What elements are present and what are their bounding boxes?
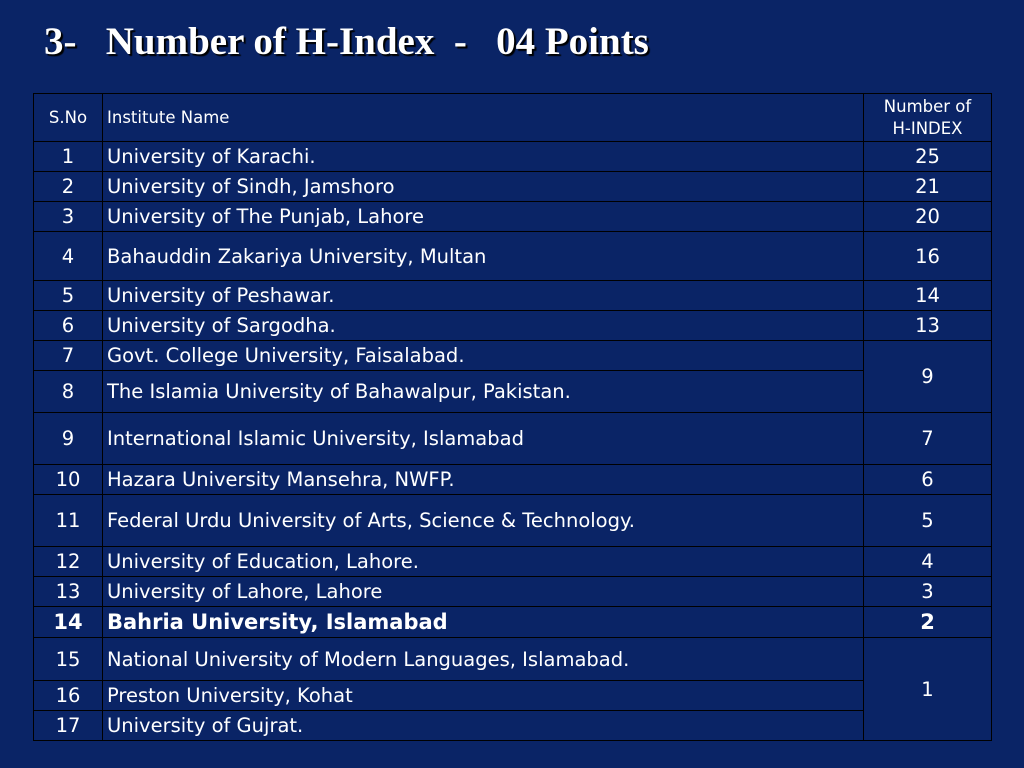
table-row: [34, 711, 992, 741]
cell-institute-name: Federal Urdu University of Arts, Science & Technology.: [103, 495, 864, 547]
cell-institute-name: University of Peshawar.: [103, 281, 864, 311]
table-row: [34, 172, 992, 202]
table-row: [34, 142, 992, 172]
cell-sno: 5: [34, 281, 103, 311]
cell-sno: 13: [34, 577, 103, 607]
cell-hindex-merged: 1: [864, 638, 992, 741]
header-hindex: [864, 94, 992, 142]
table-row-highlighted: [34, 607, 992, 638]
table-row: [34, 371, 992, 413]
cell-sno: 2: [34, 172, 103, 202]
cell-institute-name: Bahauddin Zakariya University, Multan: [103, 232, 864, 281]
cell-hindex: 4: [864, 547, 992, 577]
table-row: [34, 311, 992, 341]
cell-sno: 11: [34, 495, 103, 547]
cell-institute-name: University of Gujrat.: [103, 711, 864, 741]
cell-hindex: 6: [864, 465, 992, 495]
header-hindex-line1: Number of: [883, 96, 972, 116]
table-row: [34, 495, 992, 547]
slide-title: 3- Number of H-Index - 04 Points: [44, 20, 649, 63]
cell-institute-name: Bahria University, Islamabad: [103, 607, 864, 638]
table-row: [34, 341, 992, 371]
cell-institute-name: University of Sindh, Jamshoro: [103, 172, 864, 202]
table-row: [34, 547, 992, 577]
cell-hindex: 14: [864, 281, 992, 311]
cell-institute-name: Hazara University Mansehra, NWFP.: [103, 465, 864, 495]
table-row: [34, 681, 992, 711]
cell-sno: 12: [34, 547, 103, 577]
cell-sno: 4: [34, 232, 103, 281]
cell-institute-name: Preston University, Kohat: [103, 681, 864, 711]
cell-sno: 8: [34, 371, 103, 413]
cell-hindex: 5: [864, 495, 992, 547]
cell-institute-name: University of Karachi.: [103, 142, 864, 172]
cell-sno: 14: [34, 607, 103, 638]
cell-sno: 1: [34, 142, 103, 172]
cell-sno: 16: [34, 681, 103, 711]
cell-institute-name: University of Sargodha.: [103, 311, 864, 341]
cell-sno: 17: [34, 711, 103, 741]
cell-sno: 15: [34, 638, 103, 681]
table-row: [34, 577, 992, 607]
cell-institute-name: University of The Punjab, Lahore: [103, 202, 864, 232]
cell-sno: 3: [34, 202, 103, 232]
cell-sno: 9: [34, 413, 103, 465]
cell-hindex-merged: 9: [864, 341, 992, 413]
cell-sno: 6: [34, 311, 103, 341]
table-row: [34, 638, 992, 681]
table-header-row: [34, 94, 992, 142]
cell-institute-name: The Islamia University of Bahawalpur, Pakistan.: [103, 371, 864, 413]
cell-institute-name: University of Education, Lahore.: [103, 547, 864, 577]
cell-hindex: 21: [864, 172, 992, 202]
cell-hindex: 3: [864, 577, 992, 607]
table-row: [34, 465, 992, 495]
cell-hindex: 16: [864, 232, 992, 281]
table-row: [34, 281, 992, 311]
cell-hindex: 20: [864, 202, 992, 232]
cell-institute-name: National University of Modern Languages, Islamabad.: [103, 638, 864, 681]
cell-sno: 10: [34, 465, 103, 495]
table-row: [34, 413, 992, 465]
cell-institute-name: Govt. College University, Faisalabad.: [103, 341, 864, 371]
cell-hindex: 25: [864, 142, 992, 172]
header-institute-name: Institute Name: [103, 94, 864, 142]
h-index-table: [33, 93, 992, 741]
cell-hindex: 2: [864, 607, 992, 638]
table-row: [34, 202, 992, 232]
table-row: [34, 232, 992, 281]
cell-institute-name: University of Lahore, Lahore: [103, 577, 864, 607]
header-hindex-line2: H-INDEX: [892, 118, 963, 138]
cell-sno: 7: [34, 341, 103, 371]
cell-hindex: 13: [864, 311, 992, 341]
cell-hindex: 7: [864, 413, 992, 465]
cell-institute-name: International Islamic University, Islamabad: [103, 413, 864, 465]
header-sno: S.No: [34, 94, 103, 142]
